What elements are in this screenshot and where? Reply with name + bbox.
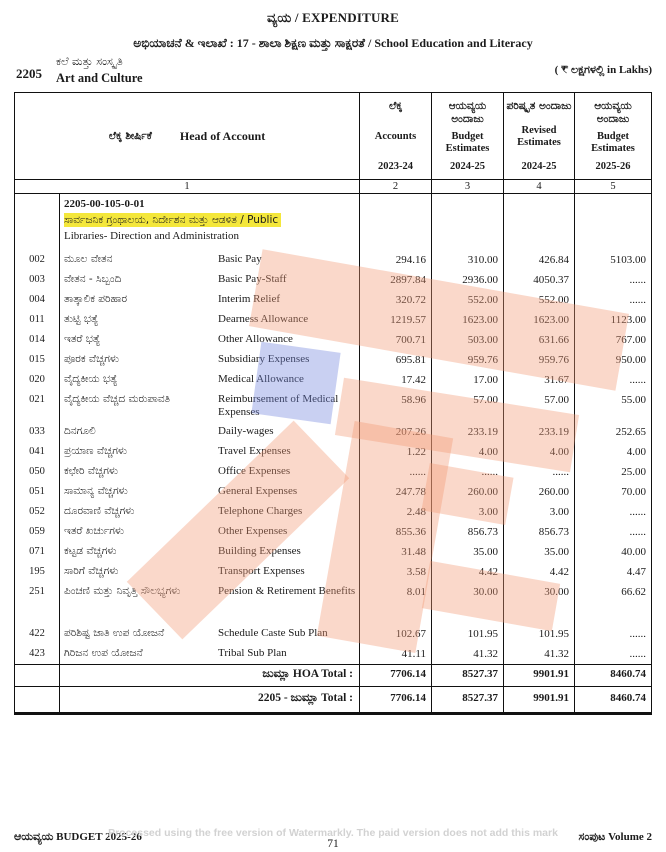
row-code: 051: [29, 486, 45, 497]
colnum-4: 4: [503, 180, 574, 194]
section-header-row: [15, 194, 651, 250]
row-code: 021: [29, 394, 45, 405]
colnum-1: 1: [184, 181, 190, 192]
row-name-cell: [59, 644, 359, 664]
row-name-en: Building Expenses: [218, 545, 301, 557]
row-value: 207.26: [359, 422, 431, 442]
row-name-kn: ವೈದ್ಯಕೀಯ ವೆಚ್ಚದ ಮರುಪಾವತಿ: [64, 393, 171, 405]
col-header-4: [503, 93, 574, 179]
row-value: 30.00: [503, 582, 574, 624]
row-name-cell: [59, 390, 359, 422]
col-header-year: 2024-25: [521, 161, 557, 173]
row-value: 252.65: [574, 422, 651, 442]
table-row: [15, 290, 651, 310]
row-name-en: Interim Relief: [218, 293, 281, 305]
watermarkly-text: Processed using the free version of Watermarkly. The paid version does not add this mark: [108, 827, 558, 839]
col-header-kn: ಪರಿಷ್ಕೃತ ಅಂದಾಜು: [506, 100, 572, 112]
table-row: [15, 350, 651, 370]
row-value: 1219.57: [359, 310, 431, 330]
row-value: 950.00: [574, 350, 651, 370]
row-code: 020: [29, 374, 45, 385]
row-value: 40.00: [574, 542, 651, 562]
footer-budget-label: ಆಯವ್ಯಯ BUDGET 2025-26: [14, 831, 142, 843]
table-row: [15, 442, 651, 462]
row-value: ......: [574, 370, 651, 390]
row-value: 695.81: [359, 350, 431, 370]
row-name-kn: ದಿನಗೂಲಿ: [64, 425, 96, 437]
row-name-kn: ಪಿಂಚಣಿ ಮತ್ತು ನಿವೃತ್ತಿ ಸೌಲಭ್ಯಗಳು: [64, 585, 181, 597]
row-name-cell: [59, 442, 359, 462]
row-name-en: General Expenses: [218, 485, 298, 497]
row-name-kn: ಪರಿಶಿಷ್ಟ ಜಾತಿ ಉಪ ಯೋಜನೆ: [64, 627, 165, 639]
head-account-label-kn: ಲೆಕ್ಕ ಶೀರ್ಷಿಕೆ: [108, 129, 152, 142]
grand-total-row: [15, 686, 651, 712]
grand-total-label: 2205 - ಜುಮ್ಲಾ Total :: [59, 687, 359, 712]
row-value: 426.84: [503, 250, 574, 270]
colnum-5: 5: [574, 180, 651, 194]
row-value: 4.47: [574, 562, 651, 582]
table-row: [15, 370, 651, 390]
row-name-kn: ಕಟ್ಟಡ ವೆಚ್ಚಗಳು: [64, 545, 117, 557]
row-value: 25.00: [574, 462, 651, 482]
row-code: 014: [29, 334, 45, 345]
row-value: 4.00: [503, 442, 574, 462]
row-name-cell: [59, 310, 359, 330]
col-header-year: 2024-25: [450, 161, 485, 173]
row-value: 260.00: [503, 482, 574, 502]
colnum-3: 3: [431, 180, 503, 194]
row-value: 31.67: [503, 370, 574, 390]
table-row: [15, 330, 651, 350]
row-name-cell: [59, 542, 359, 562]
row-name-cell: [59, 624, 359, 644]
row-value: 17.00: [431, 370, 503, 390]
row-name-en: Telephone Charges: [218, 505, 303, 517]
row-code: 041: [29, 446, 45, 457]
table-row: [15, 310, 651, 330]
col-header-en: Accounts: [374, 131, 417, 143]
row-value: 57.00: [431, 390, 503, 422]
table-row: [15, 582, 651, 624]
row-name-en: Other Allowance: [218, 333, 293, 345]
row-name-en: Schedule Caste Sub Plan: [218, 627, 328, 639]
row-name-cell: [59, 270, 359, 290]
row-name-kn: ಇತರೆ ಖರ್ಚುಗಳು: [64, 525, 125, 537]
row-value: 8.01: [359, 582, 431, 624]
col-header-en: Budget Estimates: [591, 131, 635, 155]
row-value: 101.95: [431, 624, 503, 644]
table-row: [15, 502, 651, 522]
row-name-kn: ದೂರವಾಣಿ ವೆಚ್ಚಗಳು: [64, 505, 135, 517]
row-value: 959.76: [503, 350, 574, 370]
col-header-en: Revised Estimates: [517, 125, 561, 148]
table-row: [15, 522, 651, 542]
row-name-kn: ಗಿರಿಜನ ಉಪ ಯೋಜನೆ: [64, 647, 143, 659]
table-row: [15, 562, 651, 582]
section-title-highlighted: ಸಾರ್ವಜನಿಕ ಗ್ರಂಥಾಲಯ, ನಿರ್ದೇಶನ ಮತ್ತು ಆಡಳಿತ / Public: [64, 213, 281, 227]
column-number-row: [15, 179, 651, 194]
row-value: 5103.00: [574, 250, 651, 270]
col-header-kn: ಲೆಕ್ಕ: [389, 100, 402, 112]
row-value: 41.32: [431, 644, 503, 664]
row-value: 101.95: [503, 624, 574, 644]
row-value: ......: [574, 290, 651, 310]
row-value: 58.96: [359, 390, 431, 422]
head-account-label-en: Head of Account: [179, 128, 266, 143]
col-header-kn: ಆಯವ್ಯಯ ಅಂದಾಜು: [448, 100, 487, 125]
grand-total-value: 9901.91: [503, 687, 574, 712]
row-value: 4.42: [431, 562, 503, 582]
row-value: 856.73: [503, 522, 574, 542]
row-value: 310.00: [431, 250, 503, 270]
row-name-en: Office Expenses: [218, 465, 291, 477]
row-value: 102.67: [359, 624, 431, 644]
section-code-cell: [15, 194, 59, 250]
col-header-2: [359, 93, 431, 179]
row-name-cell: [59, 462, 359, 482]
row-value: 1623.00: [431, 310, 503, 330]
row-name-kn: ಸಾರಿಗೆ ವೆಚ್ಚಗಳು: [64, 565, 119, 577]
row-value: 1623.00: [503, 310, 574, 330]
row-value: 247.78: [359, 482, 431, 502]
row-value: 35.00: [431, 542, 503, 562]
row-name-cell: [59, 582, 359, 624]
row-code: 059: [29, 526, 45, 537]
row-name-cell: [59, 522, 359, 542]
row-code: 052: [29, 506, 45, 517]
col-head-of-account: [15, 93, 359, 179]
hoa-total-label: ಜುಮ್ಲಾ HOA Total :: [59, 665, 359, 686]
row-code: 251: [29, 586, 45, 597]
row-name-en: Travel Expenses: [218, 445, 291, 457]
section-hoa-code: 2205-00-105-0-01: [64, 198, 145, 210]
row-value: ......: [574, 502, 651, 522]
row-value: 552.00: [431, 290, 503, 310]
table-row: [15, 624, 651, 644]
row-code: 004: [29, 294, 45, 305]
table-row: [15, 270, 651, 290]
row-name-en: Subsidiary Expenses: [218, 353, 310, 365]
row-name-kn: ಕಛೇರಿ ವೆಚ್ಚಗಳು: [64, 465, 118, 477]
row-value: 320.72: [359, 290, 431, 310]
row-name-cell: [59, 422, 359, 442]
row-name-kn: ತುಟ್ಟಿ ಭತ್ಯೆ: [64, 313, 99, 325]
table-row: [15, 390, 651, 422]
table-row: [15, 482, 651, 502]
row-name-kn: ತಾತ್ಕಾಲಿಕ ಪರಿಹಾರ: [64, 293, 128, 305]
row-value: ......: [359, 462, 431, 482]
row-value: 503.00: [431, 330, 503, 350]
grand-total-value: 8527.37: [431, 687, 503, 712]
row-value: 552.00: [503, 290, 574, 310]
row-code: 003: [29, 274, 45, 285]
row-code: 015: [29, 354, 45, 365]
table-row: [15, 644, 651, 664]
row-value: 66.62: [574, 582, 651, 624]
table-header-row: [15, 93, 651, 179]
row-value: 4.00: [431, 442, 503, 462]
row-value: ......: [574, 522, 651, 542]
row-name-en: Other Expenses: [218, 525, 288, 537]
row-value: 3.00: [503, 502, 574, 522]
major-head-name-kn: ಕಲೆ ಮತ್ತು ಸಂಸ್ಕೃತಿ: [56, 55, 123, 68]
row-value: 1.22: [359, 442, 431, 462]
row-value: 855.36: [359, 522, 431, 542]
hoa-total-value: 8527.37: [431, 665, 503, 686]
row-code: 002: [29, 254, 45, 265]
row-value: 2.48: [359, 502, 431, 522]
major-head-code: 2205: [16, 66, 42, 81]
footer-volume-label: ಸಂಪುಟ Volume 2: [578, 831, 652, 843]
row-name-en: Dearness Allowance: [218, 313, 309, 325]
row-value: ......: [574, 644, 651, 664]
row-value: 55.00: [574, 390, 651, 422]
table-row: [15, 422, 651, 442]
row-name-cell: [59, 502, 359, 522]
row-value: 3.58: [359, 562, 431, 582]
grand-total-value: 8460.74: [574, 687, 651, 712]
row-value: ......: [574, 270, 651, 290]
row-value: 260.00: [431, 482, 503, 502]
page-title: ವ್ಯಯ / EXPENDITURE: [267, 10, 399, 25]
hoa-total-value: 9901.91: [503, 665, 574, 686]
col-header-year: 2025-26: [595, 161, 631, 173]
row-value: 31.48: [359, 542, 431, 562]
col-header-en: Budget Estimates: [445, 131, 490, 155]
col-header-5: [574, 93, 651, 179]
row-code: 423: [29, 648, 45, 659]
row-name-en: Transport Expenses: [218, 565, 305, 577]
row-code: 195: [29, 566, 45, 577]
row-name-cell: [59, 482, 359, 502]
row-name-kn: ಪ್ರಯಾಣ ವೆಚ್ಚಗಳು: [64, 445, 128, 457]
row-value: 767.00: [574, 330, 651, 350]
hoa-total-value: 8460.74: [574, 665, 651, 686]
row-value: 30.00: [431, 582, 503, 624]
hoa-total-row: [15, 664, 651, 686]
colnum-2: 2: [359, 180, 431, 194]
row-value: 4050.37: [503, 270, 574, 290]
row-value: ......: [503, 462, 574, 482]
row-name-kn: ಇತರೆ ಭತ್ಯೆ: [64, 333, 101, 345]
row-code: 033: [29, 426, 45, 437]
table-row: [15, 250, 651, 270]
row-name-en: Reimbursement of Medical Expenses: [218, 393, 339, 418]
units-note: ( ₹ ಲಕ್ಷಗಳಲ್ಲಿ in Lakhs): [554, 64, 652, 76]
row-name-kn: ಪೂರಕ ವೆಚ್ಚಗಳು: [64, 353, 120, 365]
row-name-en: Basic Pay-Staff: [218, 273, 287, 285]
row-value: 70.00: [574, 482, 651, 502]
row-code: 071: [29, 546, 45, 557]
row-value: 4.42: [503, 562, 574, 582]
row-value: 4.00: [574, 442, 651, 462]
major-head-name-en: Art and Culture: [56, 71, 143, 85]
row-name-cell: [59, 250, 359, 270]
row-value: 41.11: [359, 644, 431, 664]
row-name-cell: [59, 370, 359, 390]
row-value: 3.00: [431, 502, 503, 522]
row-value: 2936.00: [431, 270, 503, 290]
row-name-cell: [59, 290, 359, 310]
col-header-year: 2023-24: [378, 161, 413, 173]
row-name-cell: [59, 330, 359, 350]
table-row: [15, 462, 651, 482]
row-name-en: Basic Pay: [218, 253, 262, 265]
row-name-en: Daily-wages: [218, 425, 274, 437]
row-value: 41.32: [503, 644, 574, 664]
page-number: 71: [327, 838, 339, 850]
row-name-en: Medical Allowance: [218, 373, 304, 385]
row-name-kn: ವೇತನ - ಸಿಬ್ಬಂದಿ: [64, 273, 122, 285]
row-value: 57.00: [503, 390, 574, 422]
grand-total-value: 7706.14: [359, 687, 431, 712]
row-value: ......: [431, 462, 503, 482]
row-value: 1123.00: [574, 310, 651, 330]
row-name-cell: [59, 562, 359, 582]
hoa-total-value: 7706.14: [359, 665, 431, 686]
row-value: ......: [574, 624, 651, 644]
section-title-cell: [59, 194, 359, 250]
table-row: [15, 542, 651, 562]
row-name-kn: ವೈದ್ಯಕೀಯ ಭತ್ಯೆ: [64, 373, 118, 385]
row-value: 233.19: [503, 422, 574, 442]
row-value: 17.42: [359, 370, 431, 390]
row-name-kn: ಸಾಮಾನ್ಯ ವೆಚ್ಚಗಳು: [64, 485, 128, 497]
budget-table: [14, 92, 652, 715]
row-value: 2897.84: [359, 270, 431, 290]
row-code: 011: [29, 314, 45, 325]
demand-subtitle: ಅಭಿಯಾಚನೆ & ಇಲಾಖೆ : 17 - ಶಾಲಾ ಶಿಕ್ಷಣ ಮತ್ತು ಸಾಕ್ಷರತೆ / School Education and Literacy: [133, 36, 533, 50]
row-value: 294.16: [359, 250, 431, 270]
row-name-cell: [59, 350, 359, 370]
col-header-3: [431, 93, 503, 179]
row-value: 233.19: [431, 422, 503, 442]
row-value: 35.00: [503, 542, 574, 562]
row-value: 700.71: [359, 330, 431, 350]
row-value: 959.76: [431, 350, 503, 370]
row-name-en: Tribal Sub Plan: [218, 647, 287, 659]
section-title-rest: Libraries- Direction and Administration: [64, 229, 240, 242]
row-name-kn: ಮೂಲ ವೇತನ: [64, 253, 113, 265]
col-header-kn: ಆಯವ್ಯಯ ಅಂದಾಜು: [594, 100, 632, 125]
row-name-en: Pension & Retirement Benefits: [218, 585, 356, 597]
row-value: 631.66: [503, 330, 574, 350]
row-code: 422: [29, 628, 45, 639]
row-code: 050: [29, 466, 45, 477]
row-value: 856.73: [431, 522, 503, 542]
